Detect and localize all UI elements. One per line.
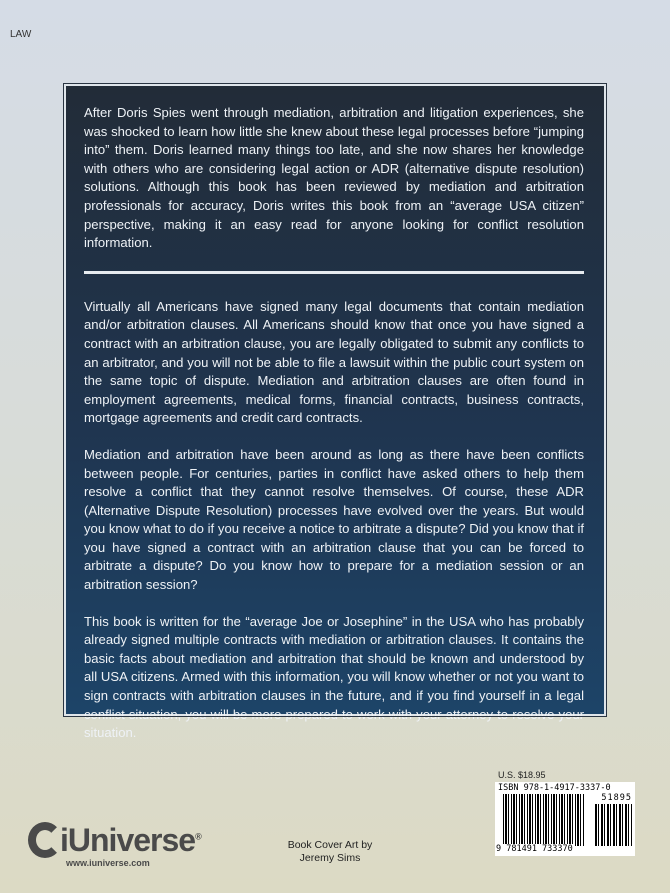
cover-art-credit (270, 839, 390, 865)
price: U.S. $18.95 (498, 770, 546, 780)
barcode-number: 9 781491 733370 (496, 844, 573, 854)
body-paragraph: Virtually all Americans have signed many legal documents that contain mediation and/or arbitration clauses. All Americans should know that once you have signed a contract with an arbitration clause, you are legally obligated to submit any conflicts to an arbitrator, and you will not be able to file a lawsuit within the public court system on the same topic of dispute. Mediation and arbitration clauses are often found in employment agreements, medical forms, financial contracts, business contracts, mortgage agreements and credit card contracts. (84, 298, 584, 426)
credit-artist: Jeremy Sims (299, 852, 361, 864)
body-paragraph: Mediation and arbitration have been around as long as there have been conflicts between people. For centuries, parties in conflict have asked others to help them resolve a conflict that they cannot resolve themselves. Of course, these ADR (Alternative Dispute Resolution) processes have evolved over the years. But would you know what to do if you receive a notice to arbitrate a dispute? Did you know that if you have signed a contract with an arbitration clause that you can be forced to arbitrate a dispute? Do you know how to prepare for a mediation session or an arbitration session? (84, 446, 584, 593)
credit-line: Book Cover Art by (287, 839, 373, 851)
divider (84, 271, 584, 274)
intro-paragraph: After Doris Spies went through mediation, arbitration and litigation experiences, she was shocked to learn how little she knew about these legal processes before “jumping into” them. Doris learned many things too late, and she now shares her knowledge with others who are considering legal action or ADR (alternative dispute resolution) solutions. Although this book has been reviewed by mediation and arbitration professionals for accuracy, Doris writes this book from an “average USA citizen” perspective, making it an easy read for anyone looking for conflict resolution information. (84, 105, 584, 251)
barcode-bars (503, 794, 585, 846)
description-panel (64, 84, 606, 741)
body-paragraph: This book is written for the “average Joe or Josephine” in the USA who has probably already signed multiple contracts with mediation or arbitration clauses. It contains the basic facts about mediation and arbitration that should be known and understood by all USA citizens. Armed with this information, you will know whether or not you want to sign contracts with arbitration clauses in the future, and if you find yourself in a legal conflict situation, you will be more prepared to work with your attorney to resolve your situation. (84, 613, 584, 741)
category-label: LAW (10, 29, 32, 40)
isbn-text: ISBN 978-1-4917-3337-0 (498, 783, 611, 793)
registered-mark: ® (195, 831, 201, 842)
addon-bars (595, 804, 632, 846)
publisher-name: iUniverse (60, 822, 196, 858)
publisher-url: www.iuniverse.com (66, 858, 150, 868)
addon-code: 51895 (601, 793, 632, 803)
logo-mark-icon (28, 822, 62, 858)
isbn-barcode (495, 782, 635, 856)
